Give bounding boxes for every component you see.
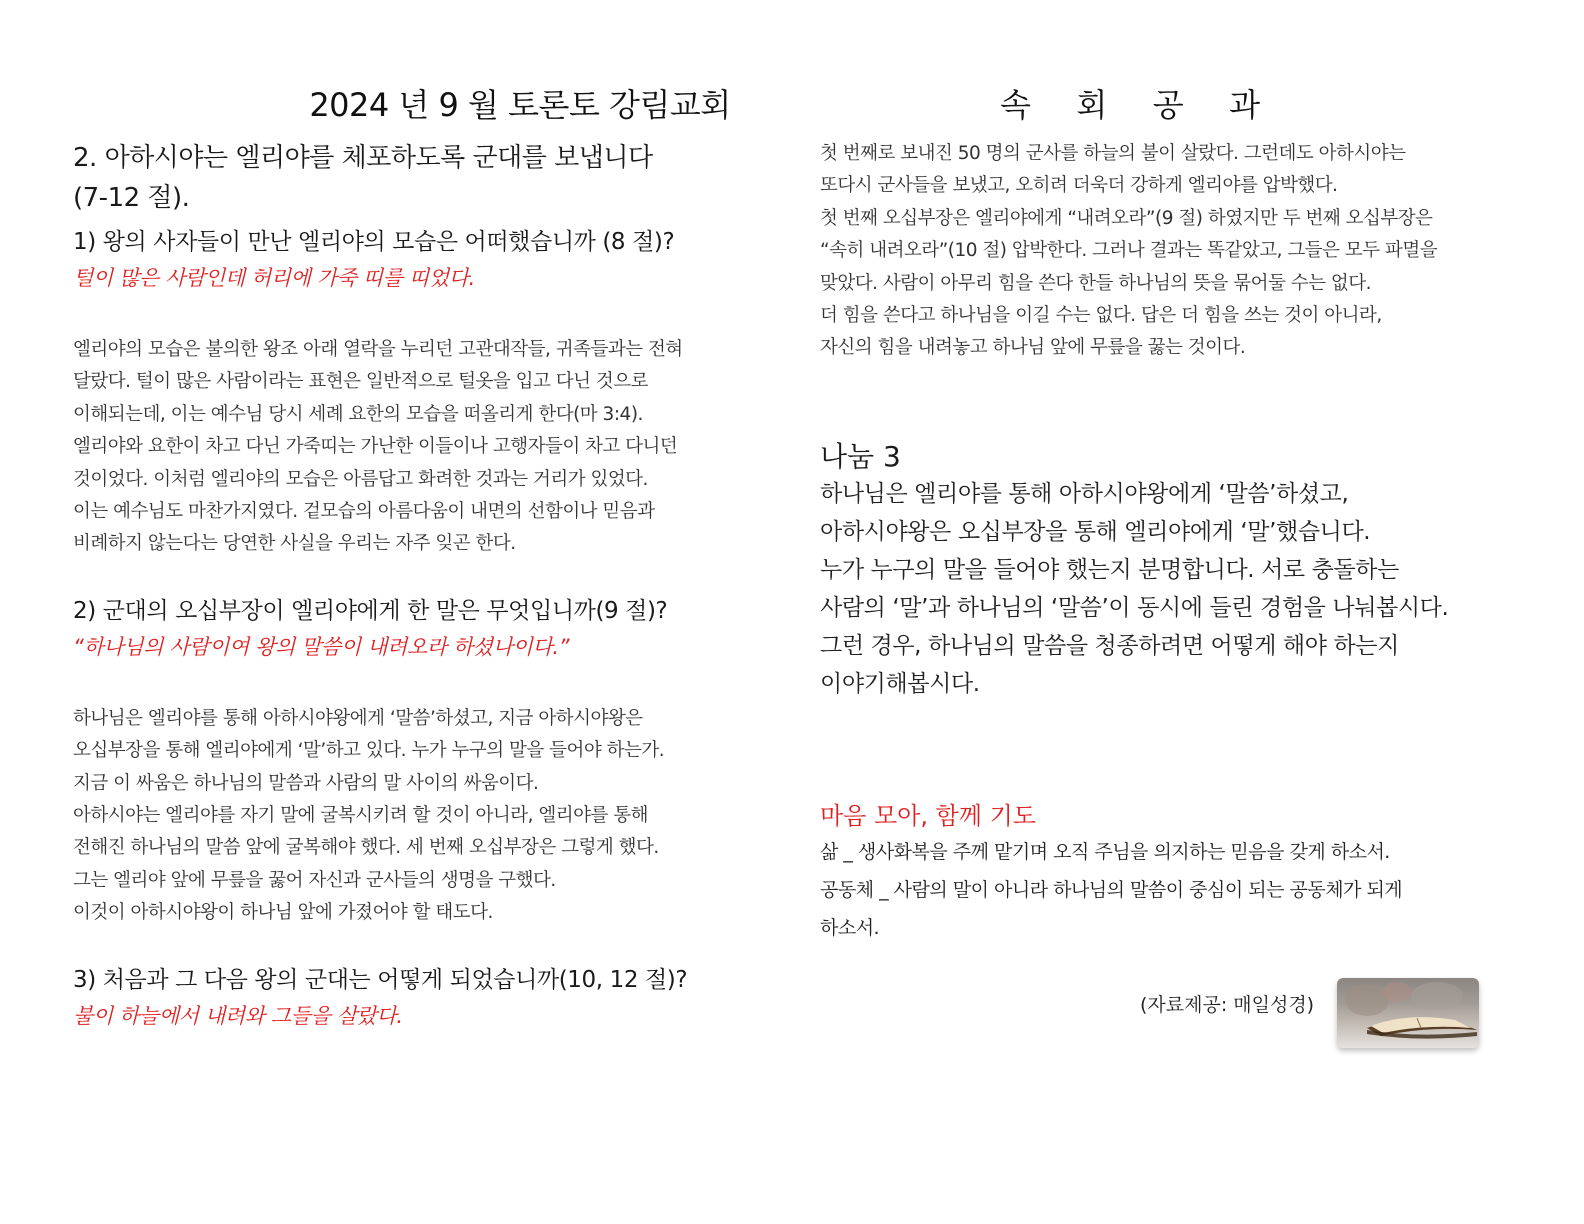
page-title-right <box>1000 80 1260 126</box>
prayer-line: 공동체 _ 사람의 말이 아니라 하나님의 말씀이 중심이 되는 공동체가 되게 <box>820 878 1403 901</box>
title-char: 속 <box>1000 86 1031 124</box>
commentary-line: 그는 엘리야 앞에 무릎을 꿇어 자신과 군사들의 생명을 구했다. <box>73 869 556 891</box>
share-line: 하나님은 엘리야를 통해 아하시야왕에게 ‘말씀’하셨고, <box>820 480 1349 507</box>
page-title-left: 2024 년 9 월 토론토 강림교회 <box>309 86 731 124</box>
commentary-line: 달랐다. 털이 많은 사람이라는 표현은 일반적으로 털옷을 입고 다닌 것으로 <box>73 371 648 393</box>
commentary-line: 이것이 아하시야왕이 하나님 앞에 가졌어야 할 태도다. <box>73 902 493 924</box>
source-credit: (자료제공: 매일성경) <box>1140 994 1315 1016</box>
commentary-2 <box>73 703 763 930</box>
commentary-line: 첫 번째 오십부장은 엘리야에게 “내려오라”(9 절) 하였지만 두 번째 오십부장은 <box>820 207 1433 229</box>
commentary-3 <box>820 138 1510 365</box>
commentary-line: 이는 예수님도 마찬가지였다. 겉모습의 아름다움이 내면의 선함이나 믿음과 <box>73 501 655 523</box>
share-text <box>820 475 1510 703</box>
commentary-line: 전해진 하나님의 말씀 앞에 굴복해야 했다. 세 번째 오십부장은 그렇게 했다. <box>73 837 659 859</box>
title-char: 과 <box>1229 86 1260 124</box>
question-2: 2) 군대의 오십부장이 엘리야에게 한 말은 무엇입니까(9 절)? <box>73 597 668 624</box>
answer-2: “하나님의 사람이여 왕의 말씀이 내려오라 하셨나이다.” <box>73 634 570 659</box>
left-column <box>73 138 763 1034</box>
section-title-line: 2. 아하시야는 엘리야를 체포하도록 군대를 보냅니다 <box>73 143 653 173</box>
right-column <box>820 138 1510 947</box>
commentary-line: 자신의 힘을 내려놓고 하나님 앞에 무릎을 꿇는 것이다. <box>820 337 1246 359</box>
question-1: 1) 왕의 사자들이 만난 엘리야의 모습은 어떠했습니까 (8 절)? <box>73 229 675 255</box>
title-char: 회 <box>1076 86 1108 124</box>
prayer-line: 삶 _ 생사화복을 주께 맡기며 오직 주님을 의지하는 믿음을 갖게 하소서. <box>820 840 1390 863</box>
share-line: 사람의 ‘말’과 하나님의 ‘말씀’이 동시에 들린 경험을 나눠봅시다. <box>820 594 1449 621</box>
share-line: 그런 경우, 하나님의 말씀을 청종하려면 어떻게 해야 하는지 <box>820 632 1399 659</box>
prayer-title: 마음 모아, 함께 기도 <box>820 801 1036 830</box>
share-line: 이야기해봅시다. <box>820 670 980 697</box>
section-title <box>73 138 763 218</box>
commentary-line: 하나님은 엘리야를 통해 아하시야왕에게 ‘말씀’하셨고, 지금 아하시야왕은 <box>73 707 643 729</box>
commentary-line: 맞았다. 사람이 아무리 힘을 쓴다 한들 하나님의 뜻을 묶어둘 수는 없다. <box>820 272 1371 294</box>
section-title-line: (7-12 절). <box>73 183 190 213</box>
prayer-line: 하소서. <box>820 916 880 939</box>
open-bible-photo <box>1337 978 1479 1048</box>
commentary-line: 비례하지 않는다는 당연한 사실을 우리는 자주 잊곤 한다. <box>73 533 516 555</box>
commentary-line: 지금 이 싸움은 하나님의 말씀과 사람의 말 사이의 싸움이다. <box>73 772 539 794</box>
commentary-line: 엘리야의 모습은 불의한 왕조 아래 열락을 누리던 고관대작들, 귀족들과는 전혀 <box>73 339 683 360</box>
commentary-line: 엘리야와 요한이 차고 다닌 가죽띠는 가난한 이들이나 고행자들이 차고 다니던 <box>73 436 678 458</box>
title-char: 공 <box>1152 86 1184 124</box>
share-title: 나눔 3 <box>820 439 901 473</box>
commentary-line: 것이었다. 이처럼 엘리야의 모습은 아름답고 화려한 것과는 거리가 있었다. <box>73 468 648 490</box>
commentary-line: 더 힘을 쓴다고 하나님을 이길 수는 없다. 답은 더 힘을 쓰는 것이 아니라, <box>820 305 1382 327</box>
commentary-1 <box>73 334 763 561</box>
answer-1: 털이 많은 사람인데 허리에 가죽 띠를 띠었다. <box>73 266 475 290</box>
answer-3: 불이 하늘에서 내려와 그들을 살랐다. <box>73 1003 403 1028</box>
commentary-line: 오십부장을 통해 엘리야에게 ‘말’하고 있다. 누가 누구의 말을 들어야 하는가. <box>73 740 665 762</box>
share-line: 아하시야왕은 오십부장을 통해 엘리야에게 ‘말’했습니다. <box>820 518 1371 545</box>
commentary-line: 아하시야는 엘리야를 자기 말에 굴복시키려 할 것이 아니라, 엘리야를 통해 <box>73 805 648 827</box>
commentary-line: 이해되는데, 이는 예수님 당시 세례 요한의 모습을 떠올리게 한다(마 3:4). <box>73 403 643 425</box>
prayer-text <box>820 833 1510 947</box>
commentary-line: “속히 내려오라”(10 절) 압박한다. 그러나 결과는 똑같았고, 그들은 모두 파멸을 <box>820 240 1438 262</box>
share-line: 누가 누구의 말을 들어야 했는지 분명합니다. 서로 충돌하는 <box>820 556 1399 583</box>
commentary-line: 첫 번째로 보내진 50 명의 군사를 하늘의 불이 살랐다. 그런데도 아하시야는 <box>820 143 1406 164</box>
open-bible-icon <box>1337 978 1479 1048</box>
commentary-line: 또다시 군사들을 보냈고, 오히려 더욱더 강하게 엘리야를 압박했다. <box>820 175 1338 197</box>
question-3: 3) 처음과 그 다음 왕의 군대는 어떻게 되었습니까(10, 12 절)? <box>73 966 688 993</box>
